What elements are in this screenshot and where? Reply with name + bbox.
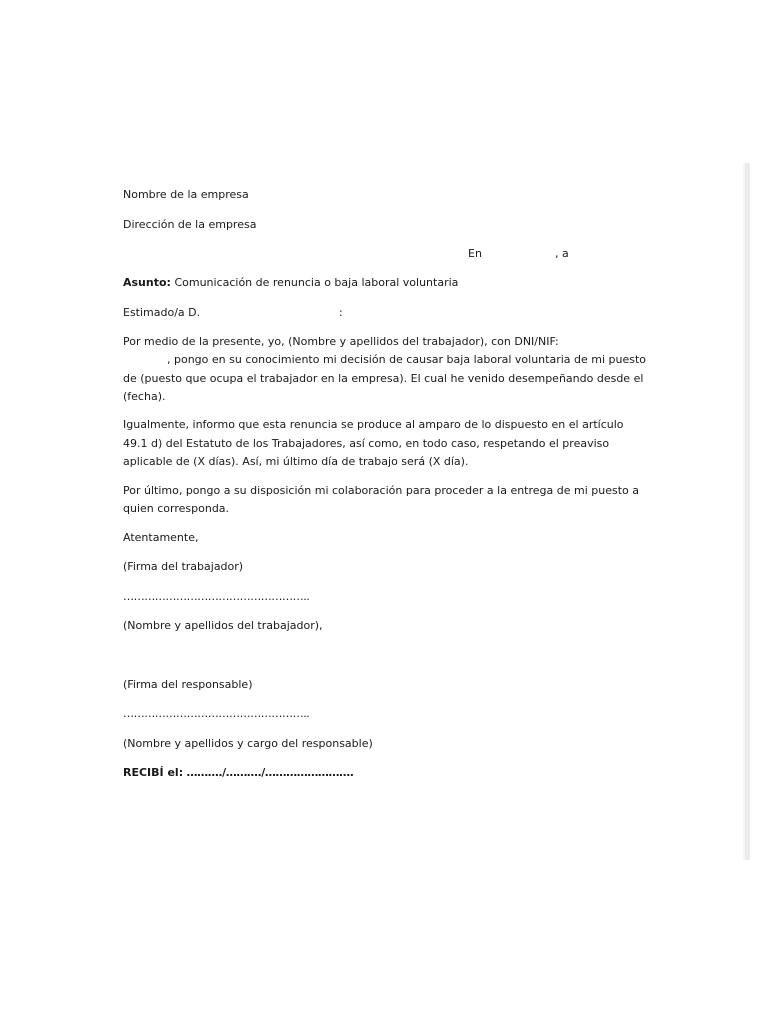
- place-date-prefix: En: [468, 247, 482, 260]
- worker-signature-line: ……………………………………………..: [123, 590, 310, 603]
- closing: Atentamente,: [123, 531, 199, 544]
- company-name: Nombre de la empresa: [123, 188, 249, 201]
- paragraph-3-line-1: Por último, pongo a su disposición mi colaboración para proceder a la entrega de mi puesto a: [123, 484, 640, 497]
- salutation-colon: :: [339, 306, 343, 319]
- subject-label: Asunto:: [123, 276, 171, 289]
- company-address: Dirección de la empresa: [123, 218, 257, 231]
- subject-line: [123, 273, 458, 292]
- worker-signature-label: (Firma del trabajador): [123, 560, 244, 573]
- received-blanks: ………./………./…………………….: [183, 766, 354, 779]
- paragraph-1-line-1: Por medio de la presente, yo, (Nombre y apellidos del trabajador), con DNI/NIF:: [123, 335, 559, 348]
- paragraph-2-line-3: aplicable de (X días). Así, mi último día de trabajo será (X día).: [123, 455, 469, 468]
- paragraph-2-line-1: Igualmente, informo que esta renuncia se produce al amparo de lo dispuesto en el artículo: [123, 418, 624, 431]
- place-date-suffix: , a: [555, 247, 569, 260]
- worker-name-label: (Nombre y apellidos del trabajador),: [123, 619, 323, 632]
- subject-text: Comunicación de renuncia o baja laboral voluntaria: [174, 276, 459, 289]
- paragraph-1-line-3: de (puesto que ocupa el trabajador en la empresa). El cual he venido desempeñando desde el: [123, 372, 644, 385]
- page-edge: [745, 163, 750, 860]
- salutation: Estimado/a D.: [123, 306, 201, 319]
- paragraph-1-line-4: (fecha).: [123, 390, 166, 403]
- received-line: [123, 763, 354, 782]
- paragraph-2-line-2: 49.1 d) del Estatuto de los Trabajadores, así como, en todo caso, respetando el preaviso: [123, 437, 610, 450]
- manager-signature-line: ……………………………………………..: [123, 707, 310, 720]
- paragraph-1-line-2: , pongo en su conocimiento mi decisión de causar baja laboral voluntaria de mi puesto: [167, 353, 647, 366]
- received-label: RECIBÍ el:: [123, 766, 184, 779]
- manager-signature-label: (Firma del responsable): [123, 678, 253, 691]
- manager-name-label: (Nombre y apellidos y cargo del responsable): [123, 737, 373, 750]
- paragraph-3-line-2: quien corresponda.: [123, 502, 230, 515]
